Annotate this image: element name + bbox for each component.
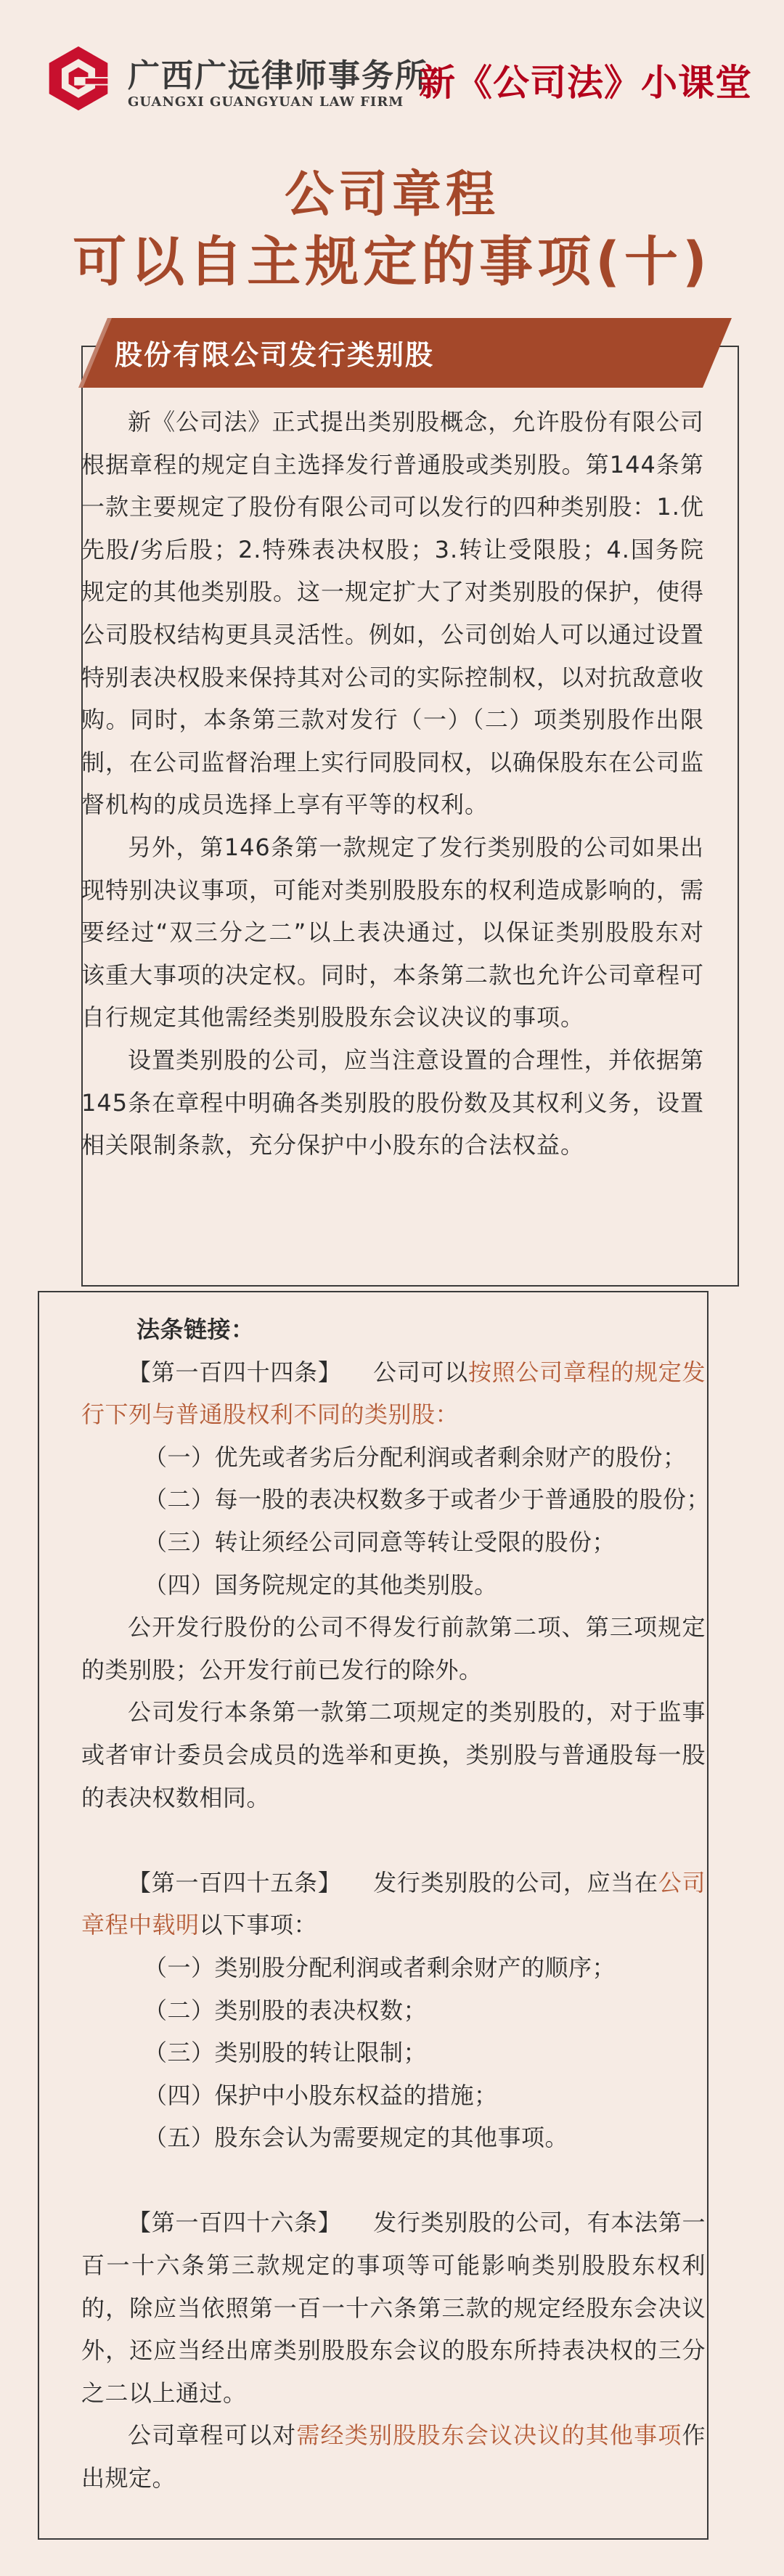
article-144-item-1: （一）优先或者劣后分配利润或者剩余财产的股份； [144,1443,687,1471]
article-146-p2-highlight: 需经类别股股东会议决议的其他事项 [296,2421,682,2450]
law-content [81,1308,711,2500]
article-146-para-2 [81,2414,706,2499]
article-145-tail: 以下事项： [199,1911,318,1939]
analysis-content [81,401,704,1167]
article-145-item-1: （一）类别股分配利润或者剩余财产的顺序； [144,1953,616,1981]
analysis-paragraph-1: 新《公司法》正式提出类别股概念，允许股份有限公司根据章程的规定自主选择发行普通股或类别股。第144条第一款主要规定了股份有限公司可以发行的四种类别股：1.优先股/劣后股；2.特殊表决权股；3.转让受限股；4.国务院规定的其他类别股。这一规定扩大了对类别股的保护，使得公司股权结构更具灵活性。例如，公司创始人可以通过设置特别表决权股来保持其对公司的实际控制权，以对抗敌意收购。同时，本条第三款对发行（一）（二）项类别股作出限制，在公司监督治理上实行同股同权，以确保股东在公司监督机构的成员选择上享有平等的权利。 [81,408,705,819]
article-144-item-4: （四）国务院规定的其他类别股。 [144,1570,498,1599]
page-title-line1: 公司章程 [284,166,499,224]
section-heading: 股份有限公司发行类别股 [115,339,435,371]
brand-title: 新《公司法》小课堂 [419,62,752,104]
article-146-intro [81,2201,706,2414]
article-145-intro [81,1862,706,1947]
article-144-item-3: （三）转让须经公司同意等转让受限的股份； [144,1528,616,1556]
article-146-text: 发行类别股的公司，有本法第一百一十六条第三款规定的事项等可能影响类别股股东权利的，除应当依照第一百一十六条第三款的规定经股东会决议外，还应当经出席类别股股东会议的股东所持表决权的三分之二以上通过。 [81,2209,706,2407]
article-144-intro [81,1351,706,1436]
page-title-line2: 可以自主规定的事项(十) [73,231,711,293]
law-heading: 法条链接： [136,1316,255,1343]
firm-name-en: GUANGXI GUANGYUAN LAW FIRM [128,94,404,110]
analysis-paragraph-3: 设置类别股的公司，应当注意设置的合理性，并依据第145条在章程中明确各类别股的股份数及其权利义务，设置相关限制条款，充分保护中小股东的合法权益。 [81,1046,704,1159]
article-145-item-2: （二）类别股的表决权数； [144,1996,428,2024]
article-146-label: 【第一百四十六条】 [128,2209,342,2237]
article-144-label: 【第一百四十四条】 [128,1358,342,1386]
article-145-item-3: （三）类别股的转让限制； [144,2039,428,2067]
analysis-paragraph-2: 另外，第146条第一款规定了发行类别股的公司如果出现特别决议事项，可能对类别股股东的权利造成影响的，需要经过“双三分之二”以上表决通过，以保证类别股股东对该重大事项的决定权。同时，本条第二款也允许公司章程可自行规定其他需经类别股股东会议决议的事项。 [81,833,705,1032]
article-145-lead: 发行类别股的公司，应当在 [373,1868,658,1896]
article-145-item-5: （五）股东会认为需要规定的其他事项。 [144,2124,569,2152]
header [0,0,784,138]
firm-logo-icon [44,44,113,113]
article-144-lead: 公司可以 [373,1358,468,1386]
article-145-item-4: （四）保护中小股东权益的措施； [144,2081,498,2109]
article-144-para-2: 公开发行股份的公司不得发行前款第二项、第三项规定的类别股；公开发行前已发行的除外。 [81,1613,706,1684]
article-145-highlight: 公司章程中载明 [81,1868,706,1939]
firm-name: 广西广远律师事务所 [128,57,428,94]
article-146-p2-tail: 作出规定。 [81,2421,706,2493]
article-144-para-3: 公司发行本条第一款第二项规定的类别股的，对于监事或者审计委员会成员的选举和更换，类别股与普通股每一股的表决权数相同。 [81,1698,706,1811]
article-144-item-2: （二）每一股的表决权数多于或者少于普通股的股份； [144,1485,711,1514]
article-144-highlight: 按照公司章程的规定发行下列与普通股权利不同的类别股： [81,1358,706,1429]
article-145-label: 【第一百四十五条】 [128,1868,342,1896]
article-146-p2-lead: 公司章程可以对 [128,2421,297,2450]
